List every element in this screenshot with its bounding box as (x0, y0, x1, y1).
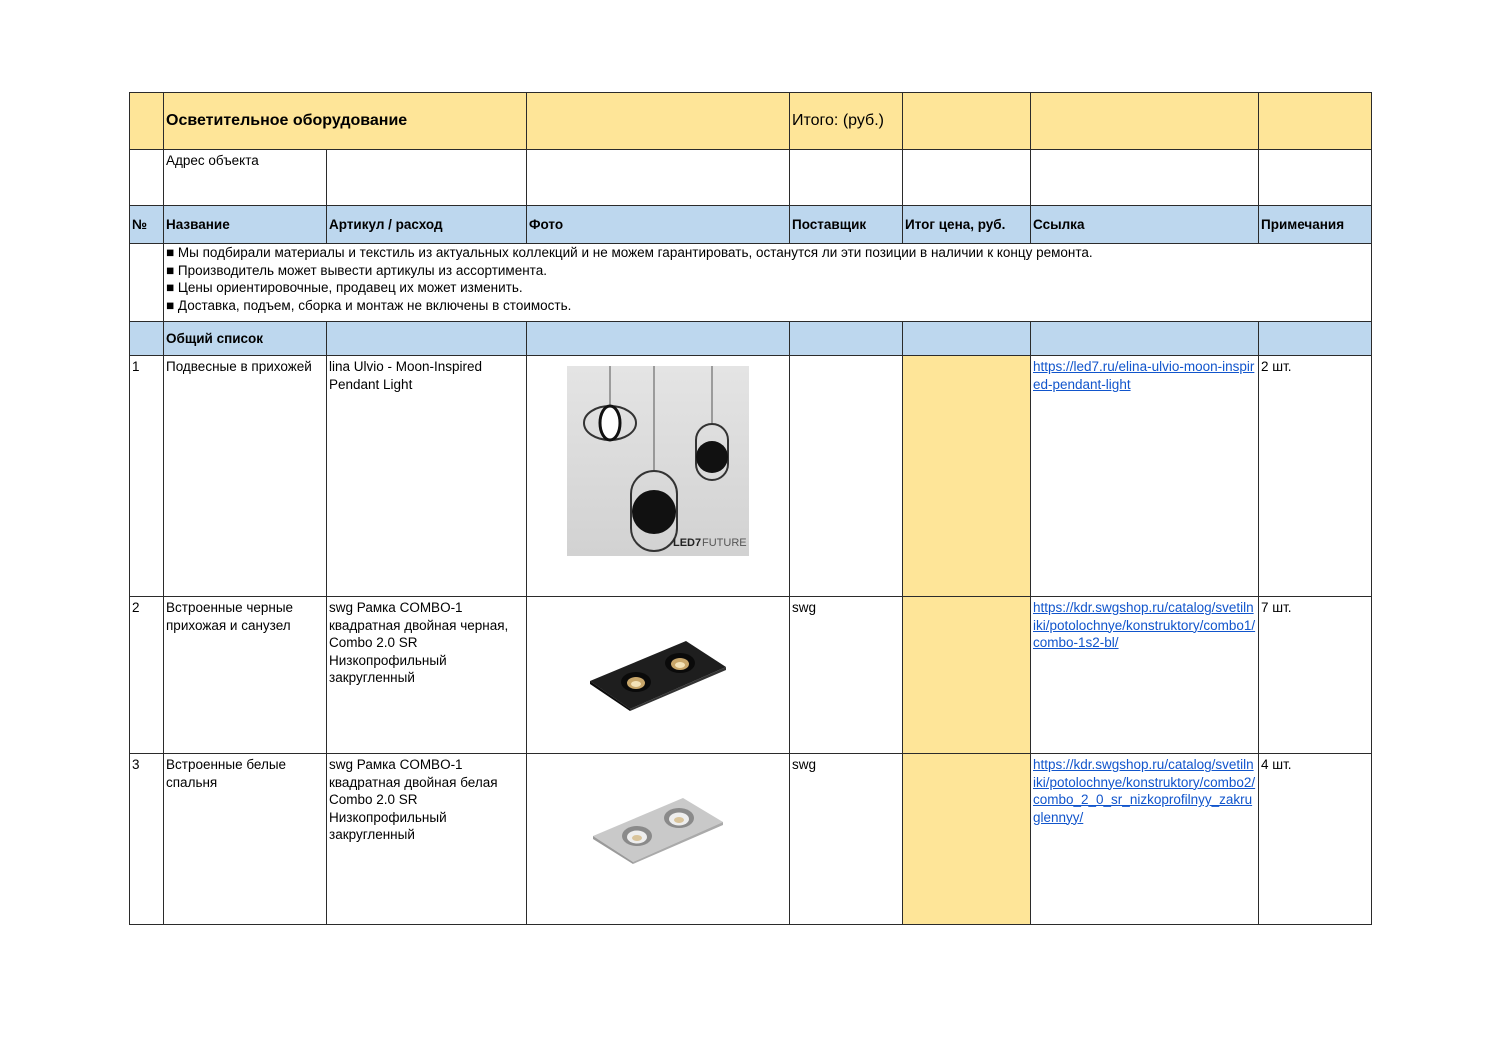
pendant-light-photo (567, 366, 749, 556)
section-row (130, 322, 1372, 356)
column-header-row (130, 206, 1372, 244)
disclaimer-row (130, 244, 1372, 322)
photo-brand-suffix: FUTURE (702, 537, 747, 549)
section-title[interactable]: Общий список (164, 322, 327, 356)
address-value-cell[interactable] (327, 150, 527, 206)
title-row (130, 93, 1372, 150)
row-photo-cell[interactable] (527, 356, 790, 597)
spec-table (129, 92, 1372, 925)
disclaimer-line: ■ Цены ориентировочные, продавец их может изменить. (166, 280, 523, 295)
disclaimer-line: ■ Мы подбирали материалы и текстиль из актуальных коллекций и не можем гарантировать, останутся ли эти позиции в наличии к концу ремонта. (166, 245, 1093, 260)
col-header-supplier[interactable]: Поставщик (790, 206, 903, 244)
address-empty-4[interactable] (1031, 150, 1259, 206)
col-header-article[interactable]: Артикул / расход (327, 206, 527, 244)
white-downlight-photo (593, 796, 723, 864)
section-empty-4[interactable] (903, 322, 1031, 356)
row-note[interactable]: 4 шт. (1259, 754, 1372, 925)
disclaimer-line: ■ Производитель может вывести артикулы из ассортимента. (166, 262, 547, 278)
photo-brand: LED7 (673, 537, 702, 549)
row-price[interactable] (903, 597, 1031, 754)
row-supplier[interactable]: swg (790, 754, 903, 925)
row-photo-cell[interactable] (527, 754, 790, 925)
col-header-name[interactable]: Название (164, 206, 327, 244)
col-header-notes[interactable]: Примечания (1259, 206, 1372, 244)
address-empty-5[interactable] (1259, 150, 1372, 206)
row-link-cell[interactable] (1031, 356, 1259, 597)
product-link[interactable]: https://kdr.swgshop.ru/catalog/svetilniki/potolochnye/konstruktory/combo2/combo_2_0_sr_nizkoprofilnyy_zakruglennyy/ (1033, 757, 1256, 825)
table-row (130, 356, 1372, 597)
address-empty-3[interactable] (903, 150, 1031, 206)
product-link[interactable]: https://kdr.swgshop.ru/catalog/svetilniki/potolochnye/konstruktory/combo1/combo-1s2-bl/ (1033, 600, 1256, 650)
title-link-cell[interactable] (1031, 93, 1259, 150)
row-supplier[interactable]: swg (790, 597, 903, 754)
section-empty-2[interactable] (527, 322, 790, 356)
disclaimer-num-cell[interactable] (130, 244, 164, 322)
total-label[interactable]: Итого: (руб.) (790, 93, 903, 150)
section-empty-3[interactable] (790, 322, 903, 356)
row-price[interactable] (903, 356, 1031, 597)
row-photo-cell[interactable] (527, 597, 790, 754)
row-price[interactable] (903, 754, 1031, 925)
row-num[interactable]: 1 (130, 356, 164, 597)
title-num-cell[interactable] (130, 93, 164, 150)
product-link[interactable]: https://led7.ru/elina-ulvio-moon-inspired-pendant-light (1033, 359, 1255, 392)
table-row (130, 754, 1372, 925)
row-link-cell[interactable] (1031, 597, 1259, 754)
section-empty-5[interactable] (1031, 322, 1259, 356)
section-empty-6[interactable] (1259, 322, 1372, 356)
row-num[interactable]: 2 (130, 597, 164, 754)
row-article[interactable]: swg Рамка COMBO-1 квадратная двойная черная, Combo 2.0 SR Низкопрофильный закругленный (327, 597, 527, 754)
row-article[interactable]: swg Рамка COMBO-1 квадратная двойная белая Combo 2.0 SR Низкопрофильный закругленный (327, 754, 527, 925)
total-value-cell[interactable] (903, 93, 1031, 150)
disclaimer-cell[interactable] (164, 244, 1372, 322)
col-header-price[interactable]: Итог цена, руб. (903, 206, 1031, 244)
section-num-cell[interactable] (130, 322, 164, 356)
col-header-link[interactable]: Ссылка (1031, 206, 1259, 244)
address-row (130, 150, 1372, 206)
row-note[interactable]: 7 шт. (1259, 597, 1372, 754)
row-name[interactable]: Подвесные в прихожей (164, 356, 327, 597)
sheet-title[interactable]: Осветительное оборудование (164, 93, 527, 150)
table-row (130, 597, 1372, 754)
row-link-cell[interactable] (1031, 754, 1259, 925)
address-label[interactable]: Адрес объекта (164, 150, 327, 206)
section-empty-1[interactable] (327, 322, 527, 356)
title-empty-cell[interactable] (527, 93, 790, 150)
address-num-cell[interactable] (130, 150, 164, 206)
address-empty-2[interactable] (790, 150, 903, 206)
black-downlight-photo (590, 639, 726, 711)
row-article[interactable]: lina Ulvio - Moon-Inspired Pendant Light (327, 356, 527, 597)
address-empty-1[interactable] (527, 150, 790, 206)
row-note[interactable]: 2 шт. (1259, 356, 1372, 597)
col-header-num[interactable]: № (130, 206, 164, 244)
disclaimer-line: ■ Доставка, подъем, сборка и монтаж не включены в стоимость. (166, 297, 572, 313)
row-supplier[interactable] (790, 356, 903, 597)
title-notes-cell[interactable] (1259, 93, 1372, 150)
row-name[interactable]: Встроенные белые спальня (164, 754, 327, 925)
col-header-photo[interactable]: Фото (527, 206, 790, 244)
row-num[interactable]: 3 (130, 754, 164, 925)
row-name[interactable]: Встроенные черные прихожая и санузел (164, 597, 327, 754)
